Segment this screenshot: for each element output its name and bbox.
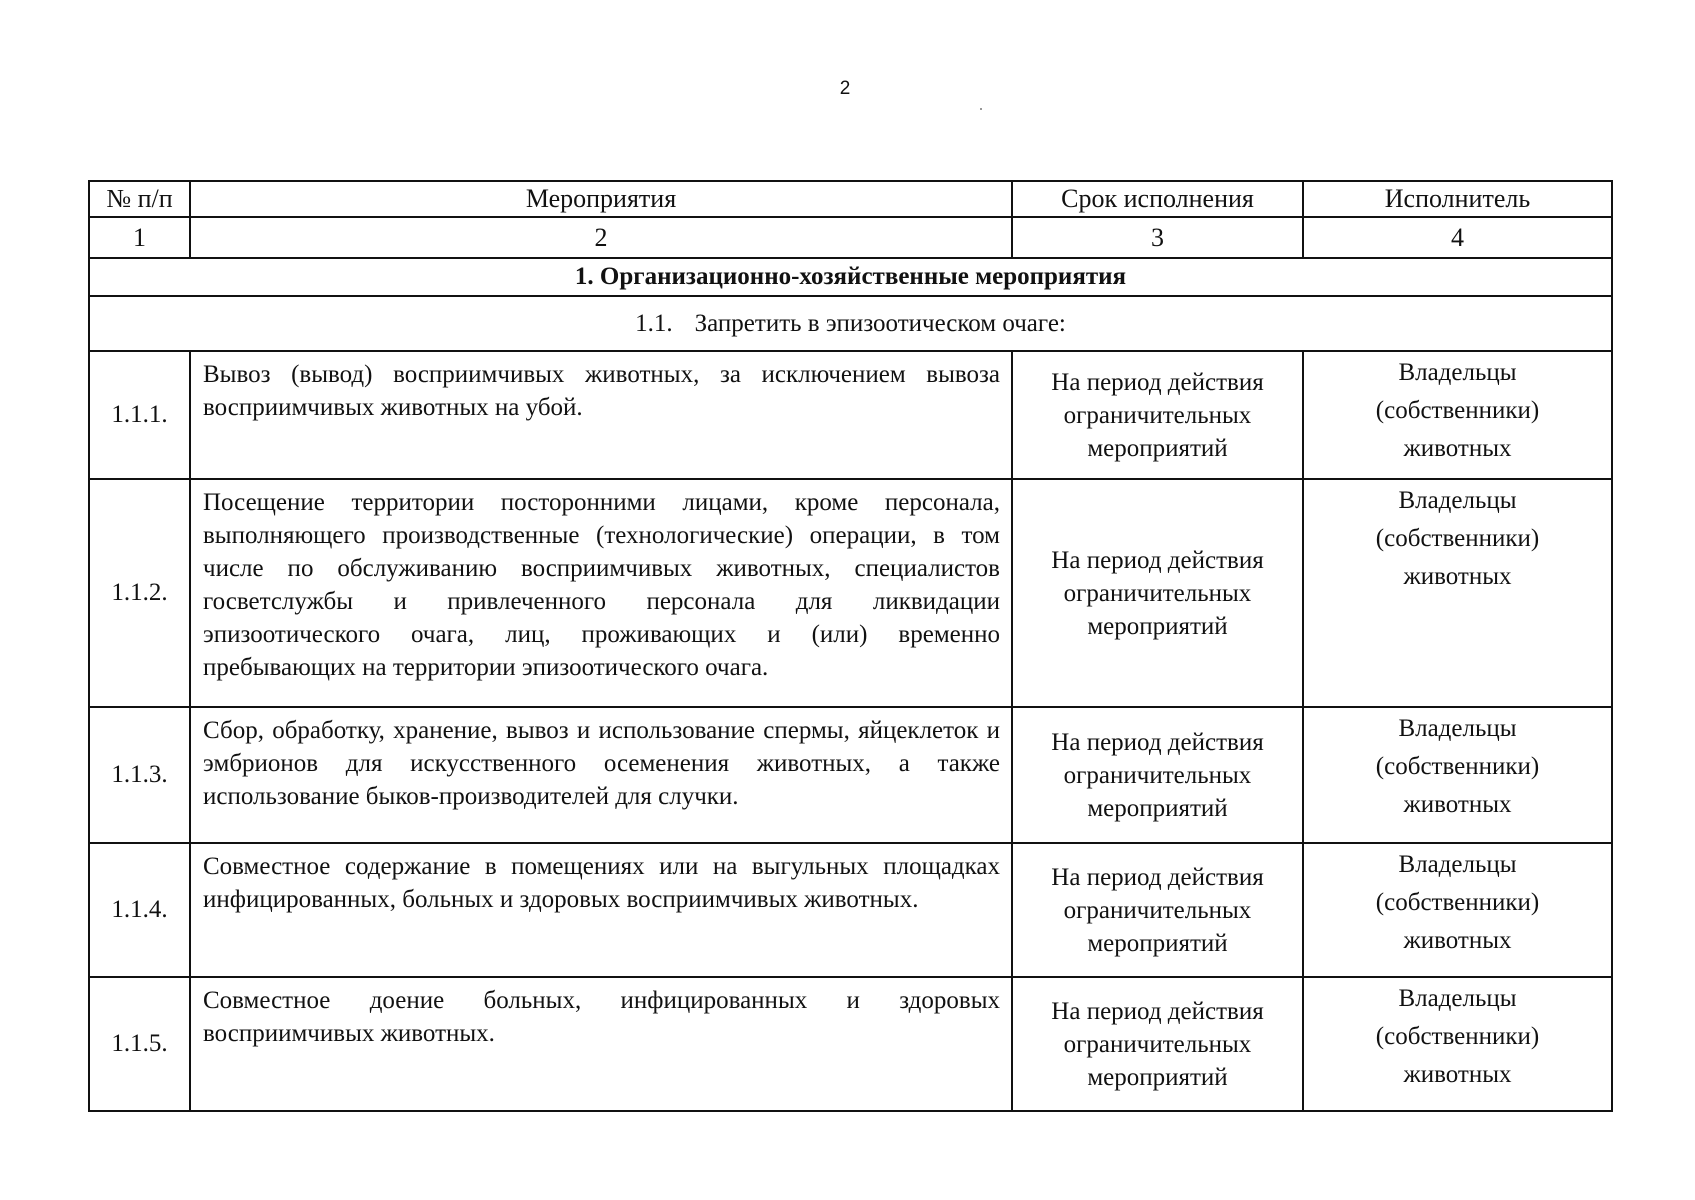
term-line: На период действия [1051,863,1264,891]
executor-line: животных [1403,1061,1512,1088]
executor-line: (собственники) [1375,1023,1540,1050]
row-executor [1303,479,1612,707]
executor-line: Владельцы [1398,487,1517,514]
column-number: 3 [1012,217,1303,258]
term-line: мероприятий [1087,612,1228,640]
term-line: ограничительных [1063,896,1252,924]
executor-line: животных [1403,927,1512,954]
executor-line: Владельцы [1398,359,1517,386]
row-term [1012,977,1303,1111]
row-executor [1303,707,1612,843]
row-number: 1.1.4. [89,843,190,977]
executor-line: (собственники) [1375,753,1540,780]
term-line: На период действия [1051,997,1264,1025]
table-row [89,707,1612,843]
term-line: ограничительных [1063,1030,1252,1058]
row-description: Сбор, обработку, хранение, вывоз и использование спермы, яйцеклеток и эмбрионов для искусственного осеменения животных, а также использование быков-производителей для случки. [190,707,1012,843]
term-line: мероприятий [1087,794,1228,822]
term-line: ограничительных [1063,401,1252,429]
row-term [1012,351,1303,479]
row-executor [1303,977,1612,1111]
column-number-row [89,217,1612,258]
executor-line: (собственники) [1375,889,1540,916]
row-description: Вывоз (вывод) восприимчивых животных, за исключением вывоза восприимчивых животных на убой. [190,351,1012,479]
term-line: На период действия [1051,728,1264,756]
table-row [89,977,1612,1111]
section-row [89,258,1612,296]
term-line: мероприятий [1087,1063,1228,1091]
executor-line: (собственники) [1375,525,1540,552]
row-number: 1.1.3. [89,707,190,843]
column-number: 1 [89,217,190,258]
term-line: ограничительных [1063,761,1252,789]
column-number: 2 [190,217,1012,258]
row-term [1012,843,1303,977]
column-number: 4 [1303,217,1612,258]
subsection-title: Запретить в эпизоотическом очаге: [694,309,1066,337]
row-executor [1303,351,1612,479]
header-number: № п/п [89,181,190,217]
subsection-row [89,296,1612,351]
executor-line: (собственники) [1375,397,1540,424]
header-executor: Исполнитель [1303,181,1612,217]
term-line: На период действия [1051,368,1264,396]
row-number: 1.1.2. [89,479,190,707]
header-term: Срок исполнения [1012,181,1303,217]
row-description: Посещение территории посторонними лицами, кроме персонала, выполняющего производственные (технологические) операции, в том числе по обслуживанию восприимчивых животных, специалистов госветслужбы и привлеченного персонала для ликвидации эпизоотического очага, лиц, проживающих и (или) временно пребывающих на территории эпизоотического очага. [190,479,1012,707]
row-number: 1.1.5. [89,977,190,1111]
executor-line: животных [1403,791,1512,818]
term-line: На период действия [1051,546,1264,574]
row-description: Совместное доение больных, инфицированных и здоровых восприимчивых животных. [190,977,1012,1111]
row-executor [1303,843,1612,977]
subsection-cell [89,296,1612,351]
executor-line: животных [1403,563,1512,590]
table-row [89,479,1612,707]
row-number: 1.1.1. [89,351,190,479]
table-row [89,351,1612,479]
row-description: Совместное содержание в помещениях или на выгульных площадках инфицированных, больных и здоровых восприимчивых животных. [190,843,1012,977]
header-row [89,181,1612,217]
section-title: 1. Организационно-хозяйственные мероприятия [89,258,1612,296]
header-measures: Мероприятия [190,181,1012,217]
scan-speck [980,108,982,110]
subsection-number: 1.1. [635,309,673,337]
table-row [89,843,1612,977]
term-line: мероприятий [1087,929,1228,957]
executor-line: Владельцы [1398,985,1517,1012]
executor-line: Владельцы [1398,715,1517,742]
executor-line: Владельцы [1398,851,1517,878]
term-line: ограничительных [1063,579,1252,607]
term-line: мероприятий [1087,434,1228,462]
row-term [1012,479,1303,707]
measures-table [88,180,1613,1112]
executor-line: животных [1403,435,1512,462]
page-number: 2 [839,78,851,99]
row-term [1012,707,1303,843]
